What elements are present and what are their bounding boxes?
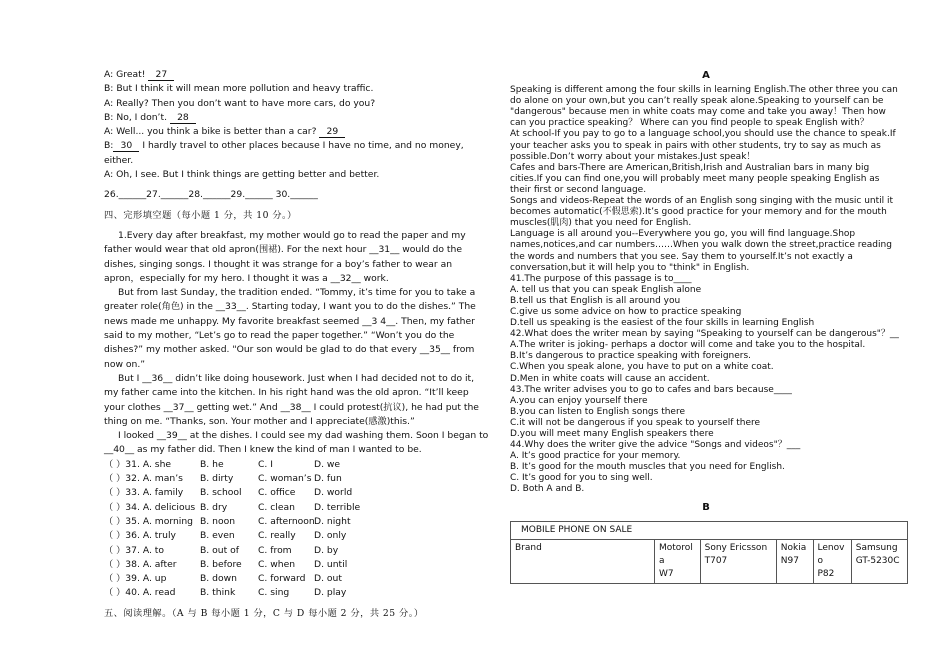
phone-text: Sony Ericsson [704, 542, 768, 553]
option-text: B. before [200, 558, 242, 570]
option-row [104, 558, 490, 572]
question-option: B. It’s good for the mouth muscles that you need for English. [510, 462, 785, 473]
option-text: C. forward [258, 573, 306, 585]
option-text: D. world [314, 487, 353, 499]
question-option: B.It’s dangerous to practice speaking with foreigners. [510, 351, 752, 362]
dialogue-text: A: Really? Then you don’t want to have more cars, do you? [104, 97, 376, 109]
question-stem: 42.What does the writer mean by saying "Speaking to yourself can be dangerous"？__ [510, 329, 899, 340]
option-text: D. out [314, 573, 342, 585]
phone-text: o [817, 555, 824, 566]
dialogue-line [104, 139, 490, 168]
passage-paragraph: Songs and videos-Repeat the words of an English song singing with the music until it becomes automatic(不假思索).It’s good practice for your memory and for the mouth muscles(肌肉) that you need for English. [510, 196, 894, 229]
option-text: （ ）40. A. read [104, 587, 176, 599]
section5-title: 五、阅读理解。（A 与 B 每小题 1 分，C 与 D 每小题 2 分，共 25 分。） [104, 607, 424, 619]
option-row [104, 458, 490, 472]
question-option: C.give us some advice on how to practice speaking [510, 306, 742, 317]
option-text: D. until [314, 558, 348, 570]
phone-cell [700, 539, 776, 583]
question-option: C. It’s good for you to sing well. [510, 473, 653, 484]
question-option: B.you can listen to English songs there [510, 406, 686, 417]
right-column [510, 0, 902, 584]
option-text: B. dirty [200, 473, 234, 485]
phone-cell [776, 539, 813, 583]
question-option: D.you will meet many English speakers there [510, 429, 714, 439]
section4-title: 四、完形填空题（每小题 1 分，共 10 分。） [104, 209, 297, 221]
dialogue-text: I hardly travel to other places because I have no time, and no money, either. [104, 140, 464, 166]
phone-text: T707 [704, 555, 728, 566]
blank-number: 27 [148, 69, 174, 81]
option-row [104, 501, 490, 515]
option-text: C. from [258, 544, 292, 556]
question-option: A.you can enjoy yourself there [510, 395, 648, 406]
option-text: D. play [314, 587, 347, 599]
question-option: D.Men in white coats will cause an accident. [510, 373, 710, 384]
phone-table [510, 521, 908, 584]
question-option: C.When you speak alone, you have to put on a white coat. [510, 362, 774, 373]
option-text: C. clean [258, 501, 295, 513]
blank-number: 30 [113, 140, 139, 152]
option-text: （ ）38. A. after [104, 558, 177, 570]
option-text: C. when [258, 558, 296, 570]
option-text: D. by [314, 544, 339, 556]
option-text: B. he [200, 458, 224, 470]
passage-paragraph: Language is all around you--Everywhere you go, you will find language.Shop names,notices,and car numbers……When you walk down the street,practice reading the words and numbers that you see. Say them to yourself.It’s not exactly a conversation,but it will help you to "think" in English. [510, 229, 892, 273]
passage-paragraph: But from last Sunday, the tradition ended. “Tommy, it’s time for you to take a greater role(角色) in the __33__. Starting today, I want you to do the dishes.” The news made me unhappy. My favorite breakfast seemed __3 4__. Then, my father said to my mother, “Let’s go to read the paper together.” “Won’t you do the dishes?” my mother asked. "Our son would be glad to do that every __35__ from now on.” [104, 287, 476, 370]
dialogue-text: A: Oh, I see. But I think things are getting better and better. [104, 169, 380, 181]
option-text: D. terrible [314, 501, 361, 513]
option-text: B. out of [200, 544, 239, 556]
phone-text: N97 [780, 555, 799, 566]
reading-questions [510, 274, 902, 496]
dialogue [104, 68, 490, 182]
option-text: B. down [200, 573, 237, 585]
passage-b-label: B [702, 501, 710, 513]
reading-passage-a [510, 85, 902, 274]
option-row [104, 544, 490, 558]
dialogue-text: B: But I think it will mean more pollution and heavy traffic. [104, 83, 374, 95]
blank-number: 28 [170, 112, 196, 124]
question-option: B.tell us that English is all around you [510, 295, 681, 306]
dialogue-text: A: Well... you think a bike is better than a car? [104, 126, 320, 138]
option-text: （ ）39. A. up [104, 573, 167, 585]
question-option: A. It’s good practice for your memory. [510, 451, 681, 462]
option-text: B. even [200, 530, 235, 542]
option-text: D. only [314, 530, 347, 542]
option-text: （ ）35. A. morning [104, 515, 194, 527]
dialogue-text: A: Great! [104, 69, 149, 80]
question-option: A.The writer is joking- perhaps a doctor will come and take you to the hospital. [510, 340, 866, 351]
option-text: C. I [258, 458, 273, 470]
option-text: （ ）36. A. truly [104, 530, 176, 542]
option-text: C. sing [258, 587, 290, 599]
option-text: D. we [314, 458, 341, 470]
option-row [104, 472, 490, 486]
question-stem: 41.The purpose of this passage is to____ [510, 273, 692, 284]
cloze-passage [104, 229, 490, 458]
phone-cell [813, 539, 851, 583]
option-text: D. fun [314, 473, 342, 485]
passage-paragraph: Speaking is different among the four skills in learning English.The other three you can do alone on your own,but you can’t really speak alone.Speaking to yourself can be "dangerous" because men in white coats may come and take you away！Then how can you practice speaking？ Where can you find people to speak English with？ [510, 85, 898, 129]
table-title: MOBILE PHONE ON SALE [511, 521, 908, 539]
question-option: C.it will not be dangerous if you speak to yourself there [510, 417, 761, 428]
dialogue-line [104, 68, 490, 82]
option-text: B. school [200, 487, 242, 499]
question-option: A. tell us that you can speak English alone [510, 284, 702, 295]
dialogue-text: B: [104, 140, 114, 152]
question-stem: 44.Why does the writer give the advice "Songs and videos"？___ [510, 440, 801, 451]
dialogue-line [104, 168, 490, 182]
option-text: C. afternoon [258, 515, 315, 527]
blank-number: 29 [319, 126, 345, 138]
passage-paragraph: I looked __39__ at the dishes. I could see my dad washing them. Soon I began to __40__ as my father did. Then I knew the kind of man I wanted to be. [104, 430, 489, 456]
passage-paragraph: Cafes and bars-There are American,British,Irish and Australian bars in many big cities.If you can find one,you will probably meet many people speaking English as their first or second language. [510, 162, 880, 195]
phone-cell [655, 539, 701, 583]
dialogue-line [104, 125, 490, 139]
question-option: D.tell us speaking is the easiest of the four skills in learning English [510, 318, 815, 329]
question-option: D. Both A and B. [510, 484, 585, 495]
dialogue-text: B: No, I don’t. [104, 111, 170, 123]
option-row [104, 572, 490, 586]
phone-text: a [659, 555, 665, 566]
passage-a-label: A [702, 70, 710, 81]
phone-cell [851, 539, 907, 583]
option-text: （ ）31. A. she [104, 458, 172, 470]
option-text: D. night [314, 515, 351, 527]
option-text: C. woman’s [258, 473, 312, 485]
phone-text: GT-5230C [855, 555, 900, 566]
table-row [511, 539, 908, 583]
option-text: C. really [258, 530, 296, 542]
option-row [104, 486, 490, 500]
phone-text: P82 [817, 568, 835, 579]
option-text: （ ）33. A. family [104, 487, 184, 499]
brand-label: Brand [511, 539, 655, 583]
phone-text: Lenov [817, 542, 845, 553]
passage-paragraph: 1.Every day after breakfast, my mother would go to read the paper and my father would wear that old apron(围裙). For the next hour __31__ would do the dishes, singing songs. I thought it was strange for a boy’s father to wear an apron，especially for my hero. I thought it was a __32__ work. [104, 229, 466, 284]
option-text: （ ）34. A. delicious [104, 501, 196, 513]
option-text: B. think [200, 587, 236, 599]
option-text: B. dry [200, 501, 228, 513]
option-text: C. office [258, 487, 296, 499]
cloze-options [104, 458, 490, 601]
phone-text: Samsung [855, 542, 898, 553]
phone-text: Nokia [780, 542, 807, 553]
option-row [104, 515, 490, 529]
left-column [104, 0, 490, 621]
passage-paragraph: But I __36__ didn’t like doing housework. Just when I had decided not to do it, my father came into the kitchen. In his right hand was the old apron. “It’ll keep your clothes __37__ getting wet.” And __38__ I could protest(抗议), he had put the thing on me. “Thanks, son. Your mother and I appreciate(感激)this.” [104, 372, 479, 427]
question-stem: 43.The writer advises you to go to cafes and bars because____ [510, 384, 792, 395]
dialogue-line [104, 82, 490, 96]
option-text: B. noon [200, 515, 236, 527]
answer-line: 26.______27.______28.______29.______ 30.______ [104, 189, 318, 201]
phone-text: W7 [659, 568, 674, 579]
passage-paragraph: At school-If you pay to go to a language school,you should use the chance to speak.If your teacher asks you to speak in pairs with other students, try to say as much as possible.Don’t worry about your mistakes.Just speak！ [510, 129, 896, 162]
phone-text: Motorol [659, 542, 693, 553]
option-text: （ ）32. A. man’s [104, 473, 183, 485]
dialogue-line [104, 111, 490, 125]
option-row [104, 586, 490, 600]
option-text: （ ）37. A. to [104, 544, 165, 556]
dialogue-line [104, 97, 490, 111]
option-row [104, 529, 490, 543]
